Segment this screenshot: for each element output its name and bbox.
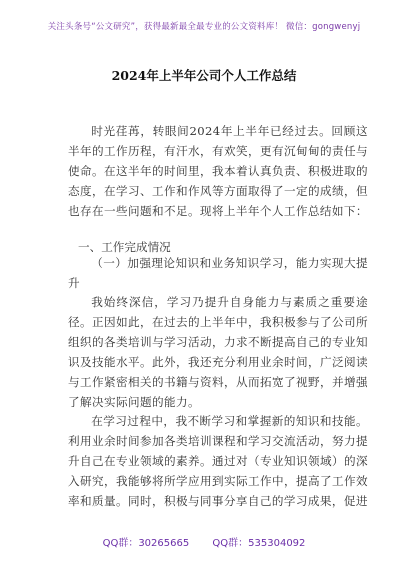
qq-group-2: QQ群：535304092 — [212, 538, 306, 549]
top-banner: 关注头条号“公文研究”，获得最新最全最专业的公文资料库！ 微信：gongwenyj — [47, 22, 361, 32]
subsection-heading — [68, 253, 368, 293]
paragraph-learning — [68, 411, 368, 511]
footer-qq-groups — [0, 534, 408, 549]
paragraph-learning-text: 在学习过程中，我不断学习和掌握新的知识和技能。利用业余时间参加各类培训课程和学习交流活动，努力提升自己在专业领域的素养。通过对（专业知识领域）的深入研究，我能够将所学应用到实际工作中，提高了工作效率和质量。同时，积极与同事分享自己的学习成果，促进 — [68, 414, 368, 508]
intro-paragraph — [68, 121, 368, 221]
intro-text: 时光荏苒，转眼间2024年上半年已经过去。回顾这半年的工作历程，有汗水，有欢笑，更有沉甸甸的责任与使命。在这半年的时间里，我本着认真负责、积极进取的态度，在学习、工作和作风等方面取得了一定的成绩，但也存在一些问题和不足。现将上半年个人工作总结如下： — [68, 124, 368, 218]
subsection-text: （一）加强理论知识和业务知识学习，能力实现大提升 — [68, 256, 368, 290]
qq-group-1: QQ群：30265665 — [102, 538, 190, 549]
paragraph-study-text: 我始终深信，学习乃提升自身能力与素质之重要途径。正因如此，在过去的上半年中，我积极参与了公司所组织的各类培训与学习活动，力求不断提高自己的专业知识及技能水平。此外，我还充分利用业余时间，广泛阅读与工作紧密相关的书籍与资料，从而拓宽了视野，并增强了解决实际问题的能力。 — [68, 295, 368, 409]
section-heading: 一、工作完成情况 — [78, 240, 171, 254]
paragraph-study — [68, 292, 368, 412]
document-title: 2024年上半年公司个人工作总结 — [111, 68, 297, 83]
